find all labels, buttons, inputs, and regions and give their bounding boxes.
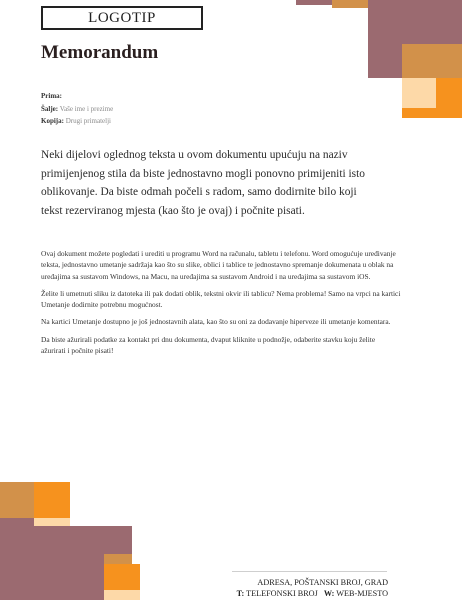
deco-block (34, 518, 70, 526)
phone-label: T: (236, 589, 245, 598)
to-label: Prima: (41, 92, 62, 100)
web-label: W: (323, 589, 335, 598)
from-label: Šalje: (41, 104, 59, 113)
deco-block (104, 590, 140, 600)
deco-block (34, 482, 70, 518)
to-field[interactable] (41, 90, 113, 103)
logo-text: LOGOTIP (88, 9, 156, 26)
deco-block (402, 44, 462, 78)
body-paragraph[interactable]: Na kartici Umetanje dostupno je još jednostavnih alata, kao što su oni za dodavanje hiperveze ili umetanje komentara. (41, 317, 391, 327)
body-paragraph[interactable]: Da biste ažurirali podatke za kontakt pri dnu dokumenta, dvaput kliknite u podnožje, odaberite stavku koju želite ažurirati i počnite pisati! (41, 334, 376, 356)
footer-divider (232, 571, 387, 572)
footer-contact[interactable] (237, 577, 388, 599)
logo-placeholder[interactable] (41, 6, 203, 30)
body-paragraph[interactable]: Ovaj dokument možete pogledati i urediti u programu Word na računalu, tabletu i telefonu. Word omogućuje uređivanje teksta, jednostavno umetanje sadržaja kao što su slike, oblici i tablice te jednostavno spremanje dokumenata u oblak na uređajima sa sustavom Windows, na Macu, na uređajima sa sustavom Android i na uređajima sa sustavom iOS. (41, 249, 396, 281)
deco-block (402, 108, 436, 118)
footer-contact-line (237, 588, 388, 599)
deco-block (332, 0, 368, 8)
from-value: Vaše ime i prezime (59, 104, 114, 113)
phone-value: TELEFONSKI BROJ (246, 589, 318, 598)
deco-block (402, 78, 436, 108)
cc-field[interactable] (41, 115, 113, 128)
deco-block (104, 554, 132, 564)
body-text (41, 248, 401, 362)
cc-label: Kopija: (41, 117, 64, 125)
document-title[interactable]: Memorandum (41, 42, 159, 63)
footer-address: ADRESA, POŠTANSKI BROJ, GRAD (257, 578, 388, 587)
deco-block (436, 78, 462, 118)
web-value: WEB-MJESTO (336, 589, 388, 598)
deco-block (0, 482, 34, 518)
deco-block (0, 518, 34, 600)
from-field[interactable] (41, 103, 113, 116)
cc-value: Drugi primatelji (65, 117, 111, 125)
lead-paragraph[interactable]: Neki dijelovi oglednog teksta u ovom dokumentu upućuju na naziv primijenjenog stila da biste jednostavno mogli ponovno primijeniti isto oblikovanje. Da biste odmah počeli s radom, samo dodirnite bilo koji tekst rezerviranog mjesta (kao što je ovaj) i počnite pisati. (41, 149, 365, 217)
memo-header-fields (41, 90, 113, 128)
body-paragraph[interactable]: Želite li umetnuti sliku iz datoteka ili pak dodati oblik, tekstni okvir ili tablicu? Nema problema! Samo na vrpci na kartici Umetanje dodirnite potrebnu mogućnost. (41, 288, 401, 310)
